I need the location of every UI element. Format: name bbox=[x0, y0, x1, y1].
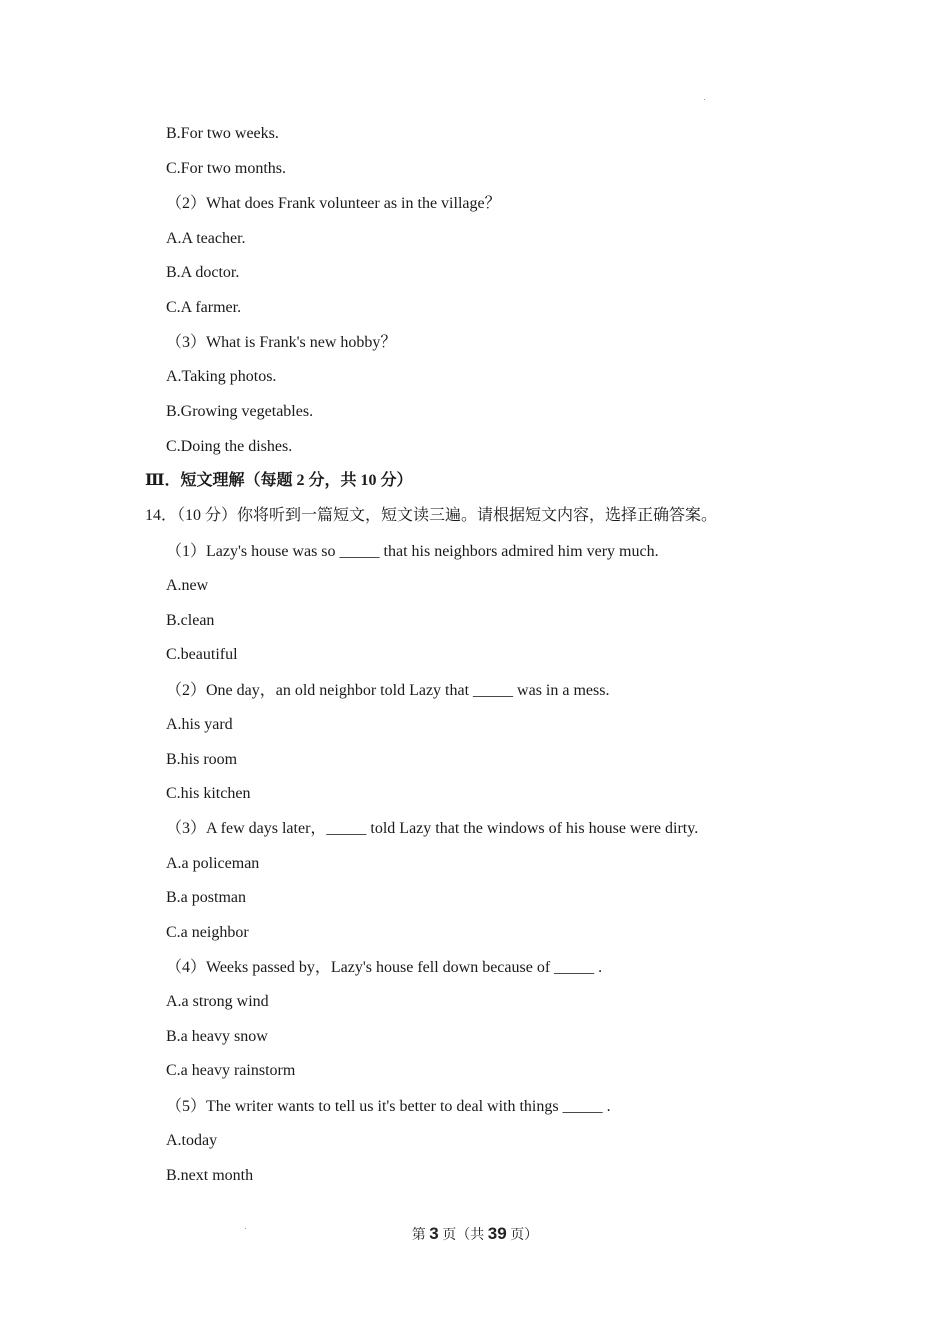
sub-question: （2）What does Frank volunteer as in the village？ bbox=[166, 195, 501, 212]
option-line: B.clean bbox=[166, 612, 215, 629]
option-line: B.a heavy snow bbox=[166, 1028, 268, 1045]
option-line: A.his yard bbox=[166, 716, 233, 733]
option-line: A.a strong wind bbox=[166, 993, 269, 1010]
option-line: C.his kitchen bbox=[166, 785, 251, 802]
option-line: C.a neighbor bbox=[166, 924, 249, 941]
question-14-stem: 14．（10 分）你将听到一篇短文，短文读三遍。请根据短文内容，选择正确答案。 bbox=[145, 507, 718, 524]
option-line: A.new bbox=[166, 577, 209, 594]
sub-question: （4）Weeks passed by，Lazy's house fell down because of _____ . bbox=[166, 959, 603, 976]
option-line: C.Doing the dishes. bbox=[166, 438, 293, 455]
option-line: A.Taking photos. bbox=[166, 368, 277, 385]
option-line: C.For two months. bbox=[166, 160, 287, 177]
footer-page-number: 3 bbox=[429, 1224, 439, 1243]
option-line: B.Growing vegetables. bbox=[166, 403, 314, 420]
option-line: B.For two weeks. bbox=[166, 125, 279, 142]
option-line: C.A farmer. bbox=[166, 299, 242, 316]
footer-middle: 页（共 bbox=[442, 1228, 485, 1243]
option-line: A.a policeman bbox=[166, 855, 260, 872]
option-line: A.today bbox=[166, 1132, 218, 1149]
sub-question: （3）A few days later，_____ told Lazy that the windows of his house were dirty. bbox=[166, 820, 699, 837]
option-line: B.next month bbox=[166, 1167, 254, 1184]
footer-total-pages: 39 bbox=[487, 1224, 507, 1243]
sub-question: （3）What is Frank's new hobby？ bbox=[166, 334, 397, 351]
sub-question: （5）The writer wants to tell us it's better to deal with things _____ . bbox=[166, 1098, 611, 1115]
footer-prefix: 第 bbox=[411, 1228, 426, 1243]
option-line: C.beautiful bbox=[166, 646, 238, 663]
scan-speck bbox=[704, 99, 705, 100]
section-heading: Ⅲ．短文理解（每题 2 分，共 10 分） bbox=[145, 472, 413, 489]
scan-speck bbox=[245, 1228, 246, 1229]
sub-question: （2）One day，an old neighbor told Lazy that _____ was in a mess. bbox=[166, 682, 610, 699]
option-line: B.a postman bbox=[166, 889, 246, 906]
page-footer bbox=[0, 1224, 950, 1246]
option-line: B.A doctor. bbox=[166, 264, 240, 281]
sub-question: （1）Lazy's house was so _____ that his neighbors admired him very much. bbox=[166, 543, 659, 560]
option-line: C.a heavy rainstorm bbox=[166, 1062, 296, 1079]
option-line: A.A teacher. bbox=[166, 230, 246, 247]
option-line: B.his room bbox=[166, 751, 238, 768]
footer-suffix: 页） bbox=[510, 1228, 539, 1243]
